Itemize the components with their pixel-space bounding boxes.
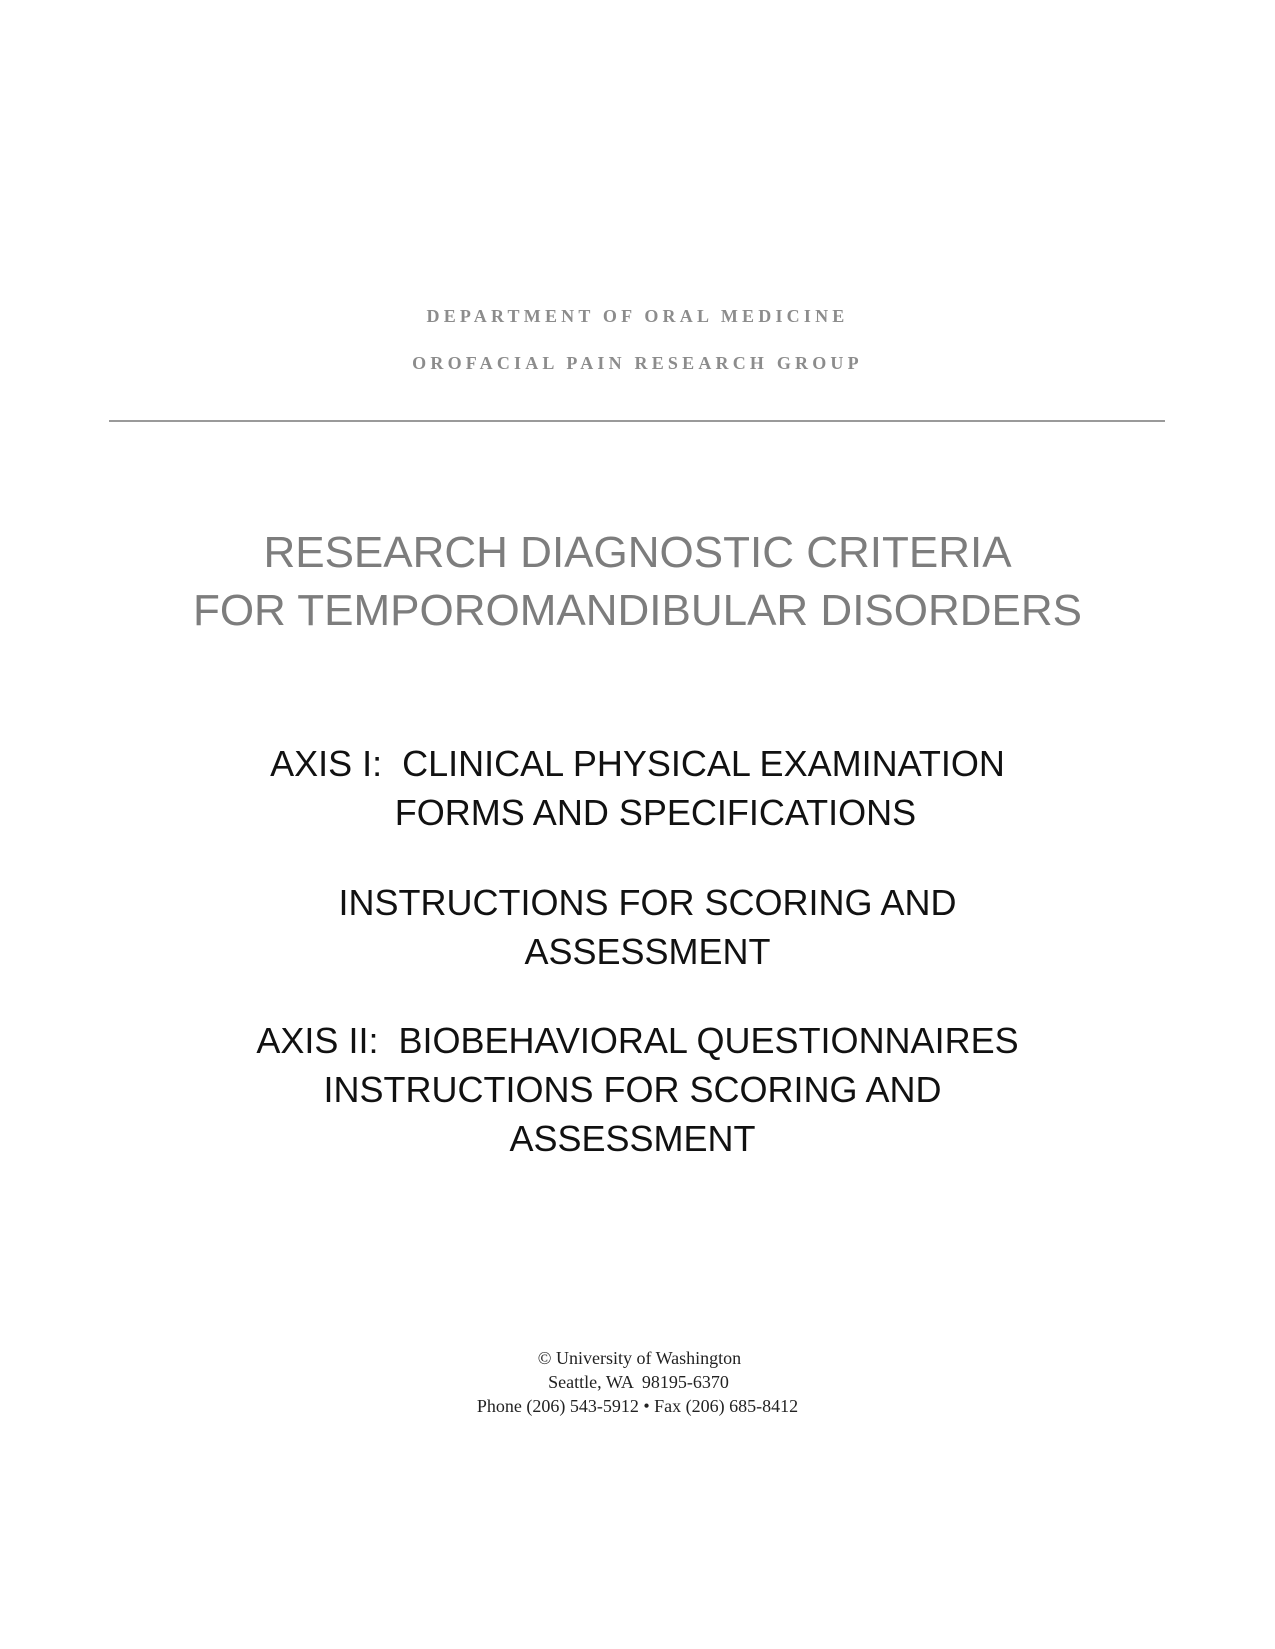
header-divider [109,420,1165,422]
document-title-line-1: RESEARCH DIAGNOSTIC CRITERIA [263,528,1012,577]
axis-1-scoring-line-2: ASSESSMENT [524,931,771,972]
research-group-name: OROFACIAL PAIN RESEARCH GROUP [412,353,863,373]
document-title-line-2: FOR TEMPOROMANDIBULAR DISORDERS [192,586,1083,635]
axis-2-scoring-line-2: ASSESSMENT [509,1118,756,1159]
axis-2-scoring-line-1: INSTRUCTIONS FOR SCORING AND [323,1069,942,1110]
copyright-notice: © University of Washington [537,1348,742,1368]
axis-1-subheading: FORMS AND SPECIFICATIONS [394,792,917,833]
axis-1-scoring-line-1: INSTRUCTIONS FOR SCORING AND [338,882,957,923]
address-line: Seattle, WA 98195-6370 [548,1372,729,1392]
contact-line: Phone (206) 543-5912 • Fax (206) 685-8412 [476,1396,799,1416]
department-name: DEPARTMENT OF ORAL MEDICINE [426,306,849,326]
axis-1-heading: AXIS I: CLINICAL PHYSICAL EXAMINATION [270,743,1005,784]
axis-2-heading: AXIS II: BIOBEHAVIORAL QUESTIONNAIRES [256,1020,1019,1061]
